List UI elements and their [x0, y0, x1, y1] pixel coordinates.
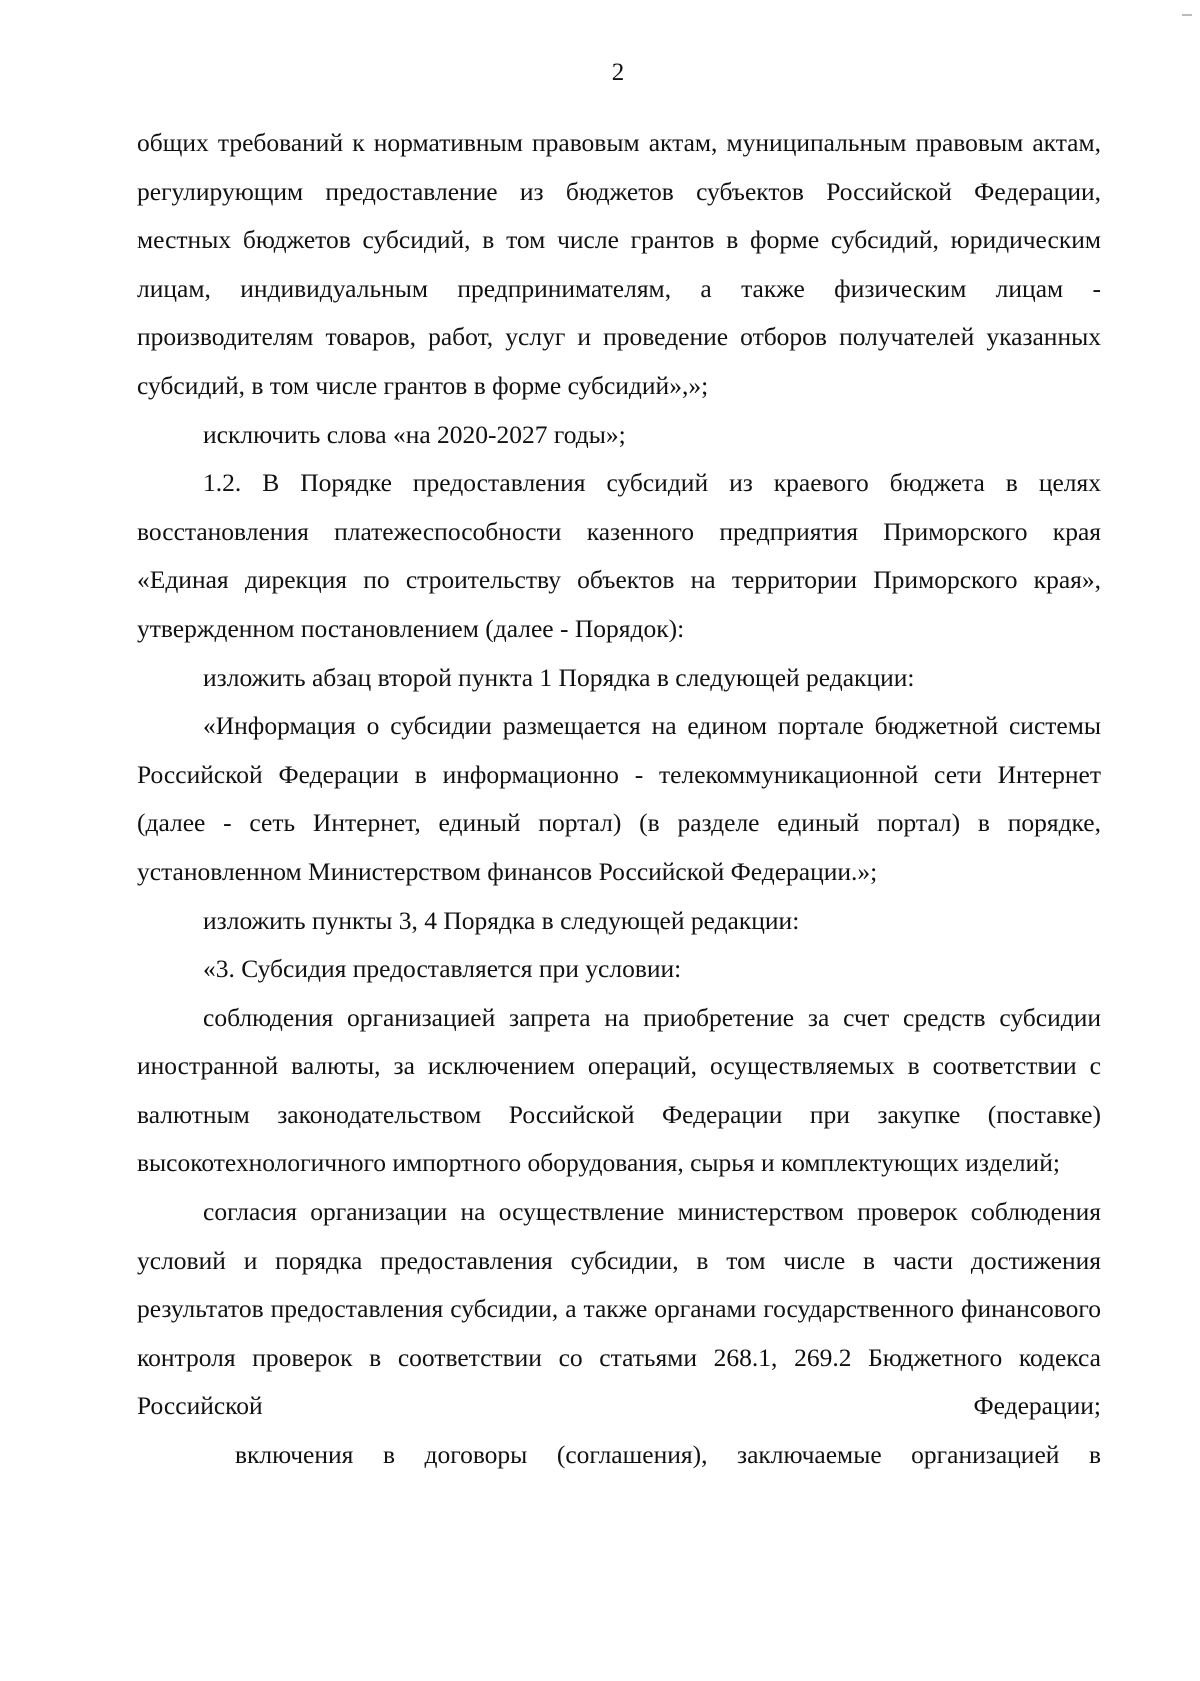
paragraph-continuation: общих требований к нормативным правовым актам, муниципальным правовым актам, регулирующим предоставление из бюджетов субъектов Российской Федерации, местных бюджетов субсидий, в том числе грантов в форме субсидий, юридическим лицам, индивидуальным предпринимателям, а также физическим лицам - производителям товаров, работ, услуг и проведение отборов получателей указанных субсидий, в том числе грантов в форме субсидий»,»; — [137, 128, 1101, 400]
scan-mark — [1182, 14, 1192, 16]
document-body — [137, 119, 1101, 1480]
paragraph-item-3-heading: «3. Субсидия предоставляется при условии: — [203, 954, 682, 984]
paragraph-inspection-consent: согласия организации на осуществление министерством проверок соблюдения условий и порядка предоставления субсидии, в том числе в части достижения результатов предоставления субсидии, а также органами государственного финансового контроля проверок в соответствии со статьями 268.1, 269.2 Бюджетного кодекса Российской Федерации; — [137, 1197, 1101, 1421]
paragraph-exclude-words: исключить слова «на 2020-2027 годы»; — [203, 419, 626, 449]
paragraph-contracts-inclusion: включения в договоры (соглашения), заключаемые организацией в — [235, 1440, 1101, 1470]
paragraph-amend-items-3-4: изложить пункты 3, 4 Порядка в следующей редакции: — [203, 905, 800, 935]
paragraph-subsidy-information: «Информация о субсидии размещается на едином портале бюджетной системы Российской Федерации в информационно - телекоммуникационной сети Интернет (далее - сеть Интернет, единый портал) (в разделе единый портал) в порядке, установленном Министерством финансов Российской Федерации.»; — [137, 711, 1101, 886]
paragraph-item-1-2: 1.2. В Порядке предоставления субсидий из краевого бюджета в целях восстановления платежеспособности казенного предприятия Приморского края «Единая дирекция по строительству объектов на территории Приморского края», утвержденном постановлением (далее - Порядок): — [137, 468, 1101, 643]
paragraph-currency-condition: соблюдения организацией запрета на приобретение за счет средств субсидии иностранной валюты, за исключением операций, осуществляемых в соответствии с валютным законодательством Российской Федерации при закупке (поставке) высокотехнологичного импортного оборудования, сырья и комплектующих изделий; — [137, 1002, 1101, 1178]
paragraph-amend-item-1: изложить абзац второй пункта 1 Порядка в следующей редакции: — [203, 662, 915, 692]
page-number: 2 — [611, 59, 625, 86]
